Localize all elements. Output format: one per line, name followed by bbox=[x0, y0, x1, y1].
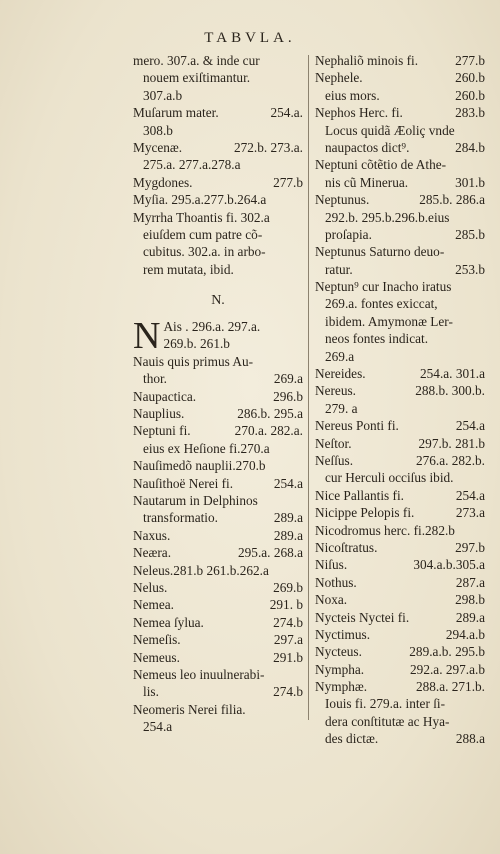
index-entry bbox=[315, 122, 485, 139]
entry-page-ref: 269.b bbox=[273, 579, 303, 595]
index-entry bbox=[133, 405, 303, 422]
entry-page-ref: 297.a bbox=[273, 632, 303, 648]
entry-page-ref: 254.a bbox=[455, 418, 485, 434]
index-entry bbox=[315, 661, 485, 678]
index-entry bbox=[133, 683, 303, 700]
entry-text: Nemeus leo inuulnerabi- bbox=[133, 666, 265, 682]
index-entry bbox=[133, 422, 303, 439]
entry-page-ref: 285.b bbox=[455, 226, 485, 242]
index-entry bbox=[133, 353, 303, 370]
entry-text: Mygdones. bbox=[133, 174, 193, 190]
index-entry bbox=[133, 156, 303, 173]
index-entry bbox=[133, 631, 303, 648]
entry-text: Nycteus. bbox=[315, 644, 362, 660]
entry-text: des dictæ. bbox=[325, 731, 379, 747]
index-entry bbox=[315, 713, 485, 730]
entry-text: eius ex Heſione fi.270.a bbox=[143, 440, 270, 456]
entry-text: Neptun⁹ cur Inacho iratus bbox=[315, 279, 452, 295]
entry-text: 275.a. 277.a.278.a bbox=[143, 157, 241, 173]
index-entry bbox=[133, 440, 303, 457]
index-entry bbox=[315, 643, 485, 660]
entry-page-ref: 288.b. 300.b. bbox=[415, 383, 485, 399]
entry-text: 269.a. fontes exiccat, bbox=[325, 296, 438, 312]
entry-page-ref: 276.a. 282.b. bbox=[415, 452, 485, 468]
index-entry bbox=[133, 52, 303, 69]
index-entry bbox=[133, 666, 303, 683]
entry-text: Iouis fi. 279.a. inter ſi- bbox=[325, 696, 446, 712]
index-entry bbox=[133, 174, 303, 191]
entry-page-ref: 274.b bbox=[273, 684, 303, 700]
entry-page-ref: 254.a bbox=[455, 487, 485, 503]
index-entry bbox=[133, 718, 303, 735]
entry-text: Nauſimedõ nauplii.270.b bbox=[133, 458, 266, 474]
entry-text: Nicippe Pelopis fi. bbox=[315, 505, 415, 521]
entry-text: Locus quidã Æoliç vnde bbox=[325, 122, 455, 138]
entry-text: transformatio. bbox=[143, 510, 218, 526]
entry-text: rem mutata, ibid. bbox=[143, 261, 234, 277]
index-entry bbox=[133, 243, 303, 260]
index-entry bbox=[133, 87, 303, 104]
entry-text: Nephele. bbox=[315, 70, 363, 86]
entry-text: eiuſdem cum patre cõ- bbox=[143, 226, 263, 242]
entry-text: Nympha. bbox=[315, 661, 365, 677]
entry-text: Nemeſis. bbox=[133, 632, 181, 648]
index-entry bbox=[315, 504, 485, 521]
entry-page-ref: 285.b. 286.a bbox=[419, 192, 485, 208]
entry-text: Neptunus. bbox=[315, 192, 370, 208]
entry-page-ref: 297.b bbox=[455, 539, 485, 555]
index-entry bbox=[315, 522, 485, 539]
index-entry bbox=[133, 388, 303, 405]
entry-text: dera conſtitutæ ac Hya- bbox=[325, 713, 450, 729]
index-entry bbox=[315, 382, 485, 399]
entry-page-ref: 274.b bbox=[273, 614, 303, 630]
index-entry bbox=[133, 191, 303, 208]
index-entry bbox=[315, 574, 485, 591]
index-entry bbox=[133, 579, 303, 596]
index-entry bbox=[133, 562, 303, 579]
entry-page-ref: 254.a. 301.a bbox=[420, 366, 485, 382]
left-entries-n bbox=[133, 353, 303, 736]
index-entry bbox=[315, 365, 485, 382]
section-heading-n: N. bbox=[211, 293, 225, 309]
entry-text: cubitus. 302.a. in arbo- bbox=[143, 244, 266, 260]
left-column bbox=[133, 52, 303, 735]
entry-text: Nautarum in Delphinos bbox=[133, 493, 258, 508]
entry-text: Muſarum mater. bbox=[133, 105, 219, 121]
entry-text: Nymphæ. bbox=[315, 679, 368, 695]
entry-page-ref: 288.a bbox=[455, 731, 485, 747]
index-entry bbox=[315, 174, 485, 191]
index-entry bbox=[315, 226, 485, 243]
page-header: TABVLA. bbox=[204, 30, 296, 46]
entry-page-ref: 260.b bbox=[455, 70, 485, 86]
entry-text: cur Herculi occiſus ibid. bbox=[325, 470, 454, 486]
entry-page-ref: 283.b bbox=[455, 105, 485, 121]
entry-text: Nyctimus. bbox=[315, 626, 371, 642]
entry-page-ref: 284.b bbox=[455, 139, 485, 155]
right-column bbox=[315, 52, 485, 748]
entry-text: Noxa. bbox=[315, 592, 348, 608]
index-entry bbox=[315, 69, 485, 86]
entry-page-ref: 273.a bbox=[455, 505, 485, 521]
entry-text: Nephos Herc. fi. bbox=[315, 105, 403, 121]
drop-cap-line-1: Ais . 296.a. 297.a. bbox=[163, 319, 261, 335]
index-entry bbox=[315, 261, 485, 278]
entry-page-ref: 289.a bbox=[273, 527, 303, 543]
entry-page-ref: 272.b. 273.a. bbox=[233, 139, 303, 155]
entry-text: 292.b. 295.b.296.b.eius bbox=[325, 209, 450, 225]
entry-page-ref: 296.b bbox=[273, 388, 303, 404]
entry-text: Neleus.281.b 261.b.262.a bbox=[133, 562, 269, 578]
entry-text: Myſia. 295.a.277.b.264.a bbox=[133, 192, 267, 208]
index-entry bbox=[133, 614, 303, 631]
entry-page-ref: 254.a. bbox=[270, 105, 303, 121]
entry-text: Nephaliõ minois fi. bbox=[315, 53, 419, 68]
index-entry bbox=[315, 452, 485, 469]
entry-text: Neæra. bbox=[133, 545, 172, 561]
entry-page-ref: 289.a bbox=[273, 510, 303, 526]
entry-text: lis. bbox=[143, 684, 159, 700]
index-entry bbox=[315, 400, 485, 417]
index-entry bbox=[133, 544, 303, 561]
entry-text: Nemea. bbox=[133, 597, 174, 613]
index-entry bbox=[133, 701, 303, 718]
index-entry bbox=[133, 475, 303, 492]
index-entry bbox=[315, 313, 485, 330]
entry-text: 279. a bbox=[325, 400, 358, 416]
entry-page-ref: 288.a. 271.b. bbox=[415, 679, 485, 695]
index-entry bbox=[133, 104, 303, 121]
entry-text: Nycteis Nyctei fi. bbox=[315, 609, 410, 625]
drop-cap-entry bbox=[133, 318, 303, 353]
index-entry bbox=[133, 492, 303, 509]
index-entry bbox=[315, 52, 485, 69]
entry-page-ref: 286.b. 295.a bbox=[237, 406, 303, 422]
entry-text: ratur. bbox=[325, 261, 353, 277]
entry-text: Neptunus Saturno deuo- bbox=[315, 244, 445, 260]
entry-page-ref: 254.a bbox=[273, 475, 303, 491]
index-entry bbox=[133, 261, 303, 278]
index-entry bbox=[315, 730, 485, 747]
index-entry bbox=[315, 695, 485, 712]
entry-page-ref: 253.b bbox=[455, 261, 485, 277]
entry-page-ref: 292.a. 297.a.b bbox=[410, 661, 485, 677]
entry-text: proſapia. bbox=[325, 226, 372, 242]
entry-text: mero. 307.a. & inde cur bbox=[133, 53, 260, 68]
index-entry bbox=[133, 69, 303, 86]
entry-text: thor. bbox=[143, 371, 168, 387]
index-entry bbox=[315, 191, 485, 208]
entry-text: 308.b bbox=[143, 122, 173, 138]
entry-text: Neptuni fi. bbox=[133, 423, 191, 439]
entry-text: Neſſus. bbox=[315, 452, 354, 468]
entry-page-ref: 287.a bbox=[455, 574, 485, 590]
index-entry bbox=[133, 122, 303, 139]
index-entry bbox=[315, 556, 485, 573]
index-entry bbox=[133, 509, 303, 526]
index-entry bbox=[315, 539, 485, 556]
entry-page-ref: 289.a.b. 295.b bbox=[409, 644, 485, 660]
entry-page-ref: 260.b bbox=[455, 87, 485, 103]
entry-page-ref: 269.a bbox=[273, 371, 303, 387]
entry-text: eius mors. bbox=[325, 87, 380, 103]
entry-text: Nauplius. bbox=[133, 406, 185, 422]
entry-page-ref: 301.b bbox=[455, 174, 485, 190]
index-entry bbox=[133, 209, 303, 226]
index-entry bbox=[315, 609, 485, 626]
drop-cap-letter: N bbox=[133, 318, 161, 353]
entry-text: Nelus. bbox=[133, 579, 168, 595]
entry-page-ref: 291.b bbox=[273, 649, 303, 665]
entry-text: Nemeus. bbox=[133, 649, 180, 665]
index-entry bbox=[133, 527, 303, 544]
entry-page-ref: 294.a.b bbox=[445, 626, 485, 642]
left-entries-m bbox=[133, 52, 303, 278]
entry-text: Nereus. bbox=[315, 383, 356, 399]
entry-text: Nauſithoë Nerei fi. bbox=[133, 475, 234, 491]
index-entry bbox=[315, 487, 485, 504]
entry-page-ref: 277.b bbox=[455, 53, 485, 68]
entry-text: Niſus. bbox=[315, 557, 348, 573]
entry-page-ref: 304.a.b.305.a bbox=[413, 557, 485, 573]
index-entry bbox=[315, 87, 485, 104]
drop-cap-line-2: 269.b. 261.b bbox=[163, 336, 230, 352]
index-entry bbox=[133, 457, 303, 474]
entry-page-ref: 297.b. 281.b bbox=[418, 435, 485, 451]
column-divider bbox=[308, 55, 309, 720]
index-entry bbox=[315, 469, 485, 486]
entry-text: Neomeris Nerei filia. bbox=[133, 701, 246, 717]
entry-text: neos fontes indicat. bbox=[325, 331, 429, 347]
index-entry bbox=[315, 156, 485, 173]
index-entry bbox=[315, 104, 485, 121]
entry-text: Nothus. bbox=[315, 574, 357, 590]
entry-text: 269.a bbox=[325, 348, 355, 364]
index-entry bbox=[315, 243, 485, 260]
entry-text: Nauis quis primus Au- bbox=[133, 353, 254, 369]
entry-text: Naupactica. bbox=[133, 388, 197, 404]
entry-page-ref: 270.a. 282.a. bbox=[234, 423, 303, 439]
index-entry bbox=[315, 139, 485, 156]
entry-page-ref: 277.b bbox=[273, 174, 303, 190]
index-entry bbox=[315, 330, 485, 347]
entry-text: Nicoſtratus. bbox=[315, 539, 378, 555]
index-entry bbox=[315, 348, 485, 365]
entry-text: naupactos dict⁹. bbox=[325, 139, 410, 155]
index-entry bbox=[133, 226, 303, 243]
index-entry bbox=[315, 626, 485, 643]
entry-page-ref: 295.a. 268.a bbox=[238, 545, 303, 561]
entry-text: Neſtor. bbox=[315, 435, 352, 451]
index-entry bbox=[315, 209, 485, 226]
index-entry bbox=[133, 596, 303, 613]
entry-text: ibidem. Amymonæ Ler- bbox=[325, 313, 453, 329]
entry-page-ref: 298.b bbox=[455, 592, 485, 608]
entry-page-ref: 291. b bbox=[269, 597, 303, 613]
index-entry bbox=[315, 591, 485, 608]
entry-page-ref: 289.a bbox=[455, 609, 485, 625]
entry-text: 307.a.b bbox=[143, 87, 183, 103]
index-entry bbox=[315, 678, 485, 695]
entry-text: 254.a bbox=[143, 719, 173, 735]
index-entry bbox=[133, 649, 303, 666]
index-entry bbox=[315, 295, 485, 312]
index-entry bbox=[315, 417, 485, 434]
entry-text: Nicodromus herc. fi.282.b bbox=[315, 522, 455, 538]
entry-text: Mycenæ. bbox=[133, 139, 183, 155]
index-entry bbox=[133, 139, 303, 156]
entry-text: Naxus. bbox=[133, 527, 171, 543]
entry-text: Nereus Ponti fi. bbox=[315, 418, 399, 434]
index-entry bbox=[133, 370, 303, 387]
entry-text: nis cũ Minerua. bbox=[325, 174, 409, 190]
entry-text: Nemea ſylua. bbox=[133, 614, 204, 630]
index-entry bbox=[315, 435, 485, 452]
entry-text: Neptuni cõtẽtio de Athe- bbox=[315, 157, 447, 173]
entry-text: Myrrha Thoantis fi. 302.a bbox=[133, 209, 270, 225]
right-entries bbox=[315, 52, 485, 748]
entry-text: Nice Pallantis fi. bbox=[315, 487, 404, 503]
entry-text: Nereides. bbox=[315, 366, 366, 382]
entry-text: nouem exiſtimantur. bbox=[143, 70, 251, 86]
index-entry bbox=[315, 278, 485, 295]
